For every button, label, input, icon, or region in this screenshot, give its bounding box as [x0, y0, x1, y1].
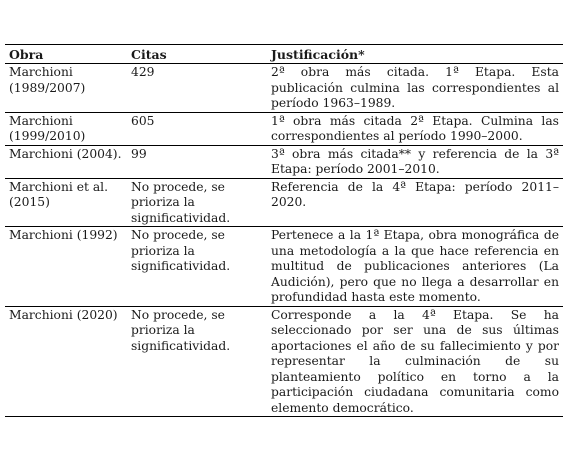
cell-obra: Marchioni et al. (2015) [5, 178, 127, 227]
cell-justificacion: Referencia de la 4ª Etapa: período 2011–2020. [267, 178, 563, 227]
cell-citas: 605 [127, 112, 267, 145]
table-row [5, 145, 563, 178]
cell-justificacion: Pertenece a la 1ª Etapa, obra monográfica de una metodología a la que hace referencia en multitud de publicaciones anteriores (La Audición), pero que no llega a desarrollar en profundidad hasta este momento. [267, 227, 563, 307]
cell-citas: 99 [127, 145, 267, 178]
cell-justificacion: 2ª obra más citada. 1ª Etapa. Esta publicación culmina las correspondientes al período 1963–1989. [267, 64, 563, 113]
cell-obra: Marchioni (1989/2007) [5, 64, 127, 113]
cell-justificacion: Corresponde a la 4ª Etapa. Se ha seleccionado por ser una de sus últimas aportaciones el año de su fallecimiento y por representar la culminación de su planteamiento político en torno a la participación ciudadana comunitaria como elemento democrático. [267, 306, 563, 417]
table-row [5, 112, 563, 145]
works-table [5, 44, 563, 417]
cell-obra: Marchioni (1999/2010) [5, 112, 127, 145]
table-row [5, 64, 563, 113]
cell-citas: 429 [127, 64, 267, 113]
works-table-container [5, 44, 563, 417]
header-obra: Obra [5, 45, 127, 64]
table-header-row [5, 45, 563, 64]
cell-obra: Marchioni (2020) [5, 306, 127, 417]
cell-obra: Marchioni (2004). [5, 145, 127, 178]
header-justificacion: Justificación* [267, 45, 563, 64]
table-row [5, 227, 563, 307]
cell-citas: No procede, se prioriza la significatividad. [127, 227, 267, 307]
table-row [5, 306, 563, 417]
cell-citas: No procede, se prioriza la significatividad. [127, 178, 267, 227]
table-row [5, 178, 563, 227]
cell-obra: Marchioni (1992) [5, 227, 127, 307]
cell-justificacion: 1ª obra más citada 2ª Etapa. Culmina las correspondientes al período 1990–2000. [267, 112, 563, 145]
cell-citas: No procede, se prioriza la significatividad. [127, 306, 267, 417]
cell-justificacion: 3ª obra más citada** y referencia de la 3ª Etapa: período 2001–2010. [267, 145, 563, 178]
header-citas: Citas [127, 45, 267, 64]
